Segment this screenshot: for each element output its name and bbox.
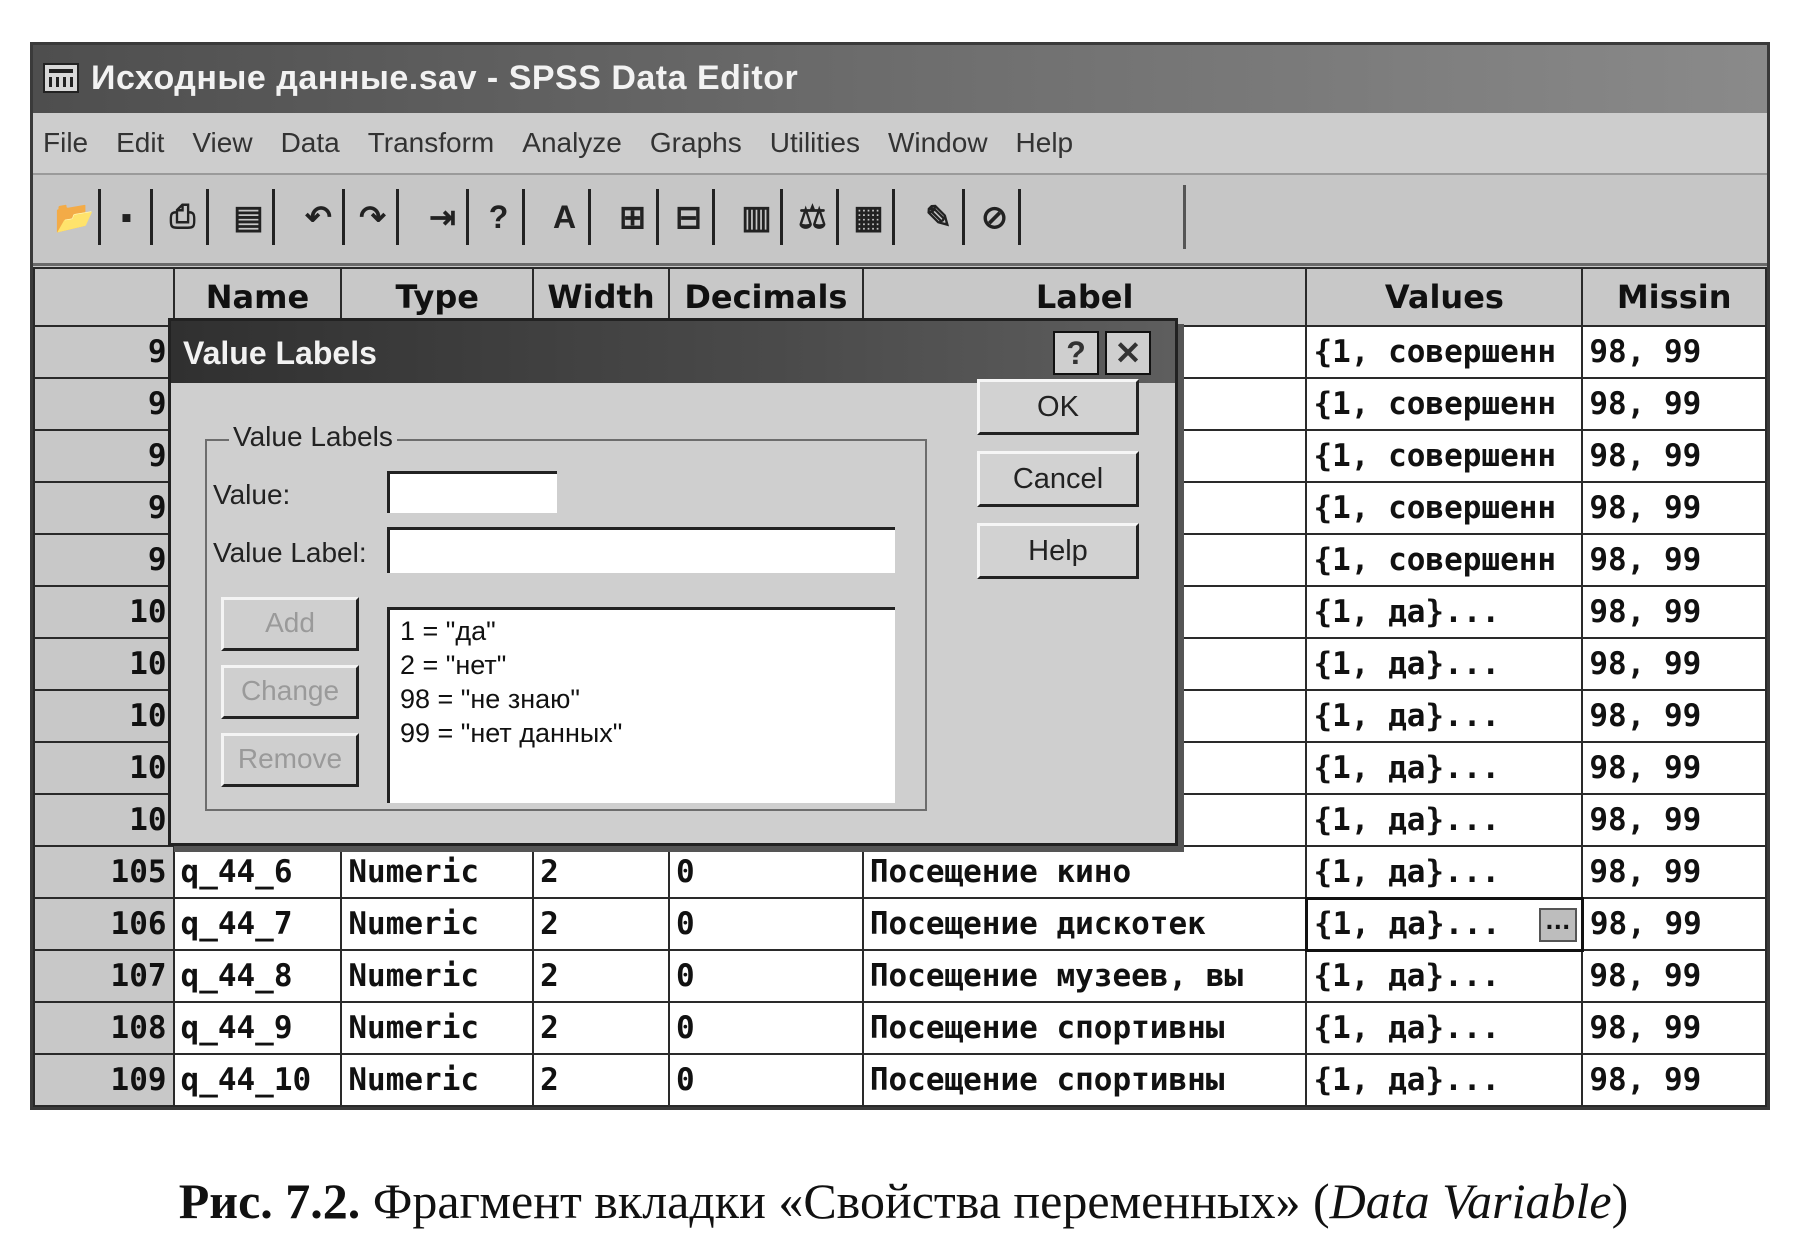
insert-variable-icon[interactable]: ⊟ bbox=[665, 189, 715, 245]
menu-window[interactable]: Window bbox=[887, 127, 988, 158]
caption-italic: Data Variable bbox=[1329, 1173, 1612, 1229]
values-text: {1, да}... bbox=[1313, 906, 1501, 942]
decimals-cell[interactable]: 0 bbox=[669, 1054, 863, 1106]
menu-graphs[interactable]: Graphs bbox=[649, 127, 742, 158]
column-header[interactable]: Width bbox=[533, 268, 669, 326]
column-header[interactable] bbox=[34, 268, 174, 326]
missing-cell[interactable]: 98, 99 bbox=[1582, 482, 1766, 534]
name-cell[interactable]: q_44_8 bbox=[174, 950, 342, 1002]
row-number[interactable]: 108 bbox=[34, 1002, 174, 1054]
undo-icon[interactable]: ↶ bbox=[295, 189, 345, 245]
value-input[interactable] bbox=[387, 471, 557, 513]
name-cell[interactable]: q_44_10 bbox=[174, 1054, 342, 1106]
value-label-field-label: Value Label: bbox=[213, 537, 367, 568]
missing-cell[interactable]: 98, 99 bbox=[1582, 690, 1766, 742]
table-row[interactable] bbox=[34, 846, 1766, 898]
row-number[interactable]: 10 bbox=[34, 638, 174, 690]
values-text: {1, совершенн bbox=[1313, 386, 1557, 422]
label-cell[interactable]: Посещение дискотек bbox=[863, 898, 1307, 950]
name-cell[interactable]: q_44_7 bbox=[174, 898, 342, 950]
value-labels-dialog bbox=[168, 318, 1178, 846]
find-icon[interactable]: A bbox=[541, 189, 591, 245]
column-header[interactable]: Decimals bbox=[669, 268, 863, 326]
column-header[interactable]: Label bbox=[863, 268, 1307, 326]
values-cell[interactable] bbox=[1306, 846, 1582, 898]
row-number[interactable]: 9 bbox=[34, 326, 174, 378]
values-cell[interactable] bbox=[1306, 586, 1582, 638]
values-text: {1, да}... bbox=[1313, 698, 1501, 734]
values-cell[interactable] bbox=[1306, 326, 1582, 378]
values-cell[interactable] bbox=[1306, 534, 1582, 586]
values-text: {1, совершенн bbox=[1313, 438, 1557, 474]
missing-cell[interactable]: 98, 99 bbox=[1582, 742, 1766, 794]
menu-data[interactable]: Data bbox=[280, 127, 340, 158]
values-text: {1, совершенн bbox=[1313, 334, 1557, 370]
dialog-recall-icon[interactable]: ▤ bbox=[225, 189, 275, 245]
print-icon[interactable]: ⎙ bbox=[159, 189, 209, 245]
list-item[interactable]: 99 = "нет данных" bbox=[400, 718, 623, 748]
save-icon[interactable]: ▪ bbox=[103, 189, 153, 245]
row-number[interactable]: 9 bbox=[34, 378, 174, 430]
remove-button[interactable]: Remove bbox=[221, 733, 359, 787]
decimals-cell[interactable]: 0 bbox=[669, 846, 863, 898]
value-labels-group bbox=[205, 421, 927, 811]
values-cell[interactable] bbox=[1306, 1054, 1582, 1106]
type-cell[interactable]: Numeric bbox=[341, 950, 533, 1002]
missing-cell[interactable]: 98, 99 bbox=[1582, 794, 1766, 846]
values-cell[interactable] bbox=[1306, 690, 1582, 742]
missing-cell[interactable]: 98, 99 bbox=[1582, 430, 1766, 482]
title-bar bbox=[33, 45, 1767, 113]
toolbar-separator bbox=[1183, 185, 1186, 249]
values-text: {1, да}... bbox=[1313, 958, 1501, 995]
values-text: {1, да}... bbox=[1313, 1062, 1501, 1098]
decimals-cell[interactable]: 0 bbox=[669, 1002, 863, 1054]
redo-icon[interactable]: ↷ bbox=[349, 189, 399, 245]
missing-cell[interactable]: 98, 99 bbox=[1582, 534, 1766, 586]
row-number[interactable]: 10 bbox=[34, 690, 174, 742]
table-row[interactable] bbox=[34, 950, 1766, 1002]
values-cell[interactable] bbox=[1306, 742, 1582, 794]
window-title: Исходные данные.sav - SPSS Data Editor bbox=[91, 59, 799, 97]
add-button[interactable]: Add bbox=[221, 597, 359, 651]
insert-case-icon[interactable]: ⊞ bbox=[609, 189, 659, 245]
menu-transform[interactable]: Transform bbox=[367, 127, 495, 158]
table-row[interactable] bbox=[34, 1054, 1766, 1106]
missing-cell[interactable]: 98, 99 bbox=[1582, 1054, 1766, 1106]
caption-text: Фрагмент вкладки «Свойства переменных» ( bbox=[360, 1173, 1330, 1229]
row-number[interactable]: 105 bbox=[34, 846, 174, 898]
width-cell[interactable]: 2 bbox=[533, 950, 669, 1002]
dialog-title: Value Labels bbox=[183, 335, 377, 371]
values-text: {1, да}... bbox=[1313, 1010, 1501, 1046]
value-labels-list[interactable] bbox=[387, 607, 895, 803]
weight-cases-icon[interactable]: ⚖ bbox=[789, 189, 839, 245]
label-cell[interactable]: Посещение спортивны bbox=[863, 1002, 1307, 1054]
help-question-icon[interactable]: ? bbox=[1053, 331, 1099, 375]
row-number[interactable]: 107 bbox=[34, 950, 174, 1002]
menu-utilities[interactable]: Utilities bbox=[769, 127, 860, 158]
values-cell[interactable] bbox=[1306, 950, 1582, 1002]
type-cell[interactable]: Numeric bbox=[341, 846, 533, 898]
values-text: {1, совершенн bbox=[1313, 542, 1557, 578]
split-file-icon[interactable]: ▥ bbox=[733, 189, 783, 245]
name-cell[interactable]: q_44_9 bbox=[174, 1002, 342, 1054]
label-cell[interactable]: Посещение музеев, вы bbox=[863, 950, 1307, 1002]
row-number[interactable]: 109 bbox=[34, 1054, 174, 1106]
spss-app-icon[interactable] bbox=[43, 63, 79, 93]
missing-cell[interactable]: 98, 99 bbox=[1582, 638, 1766, 690]
list-item[interactable]: 98 = "не знаю" bbox=[400, 684, 580, 714]
missing-cell[interactable]: 98, 99 bbox=[1582, 950, 1766, 1002]
value-field-label: Value: bbox=[213, 479, 291, 510]
width-cell[interactable]: 2 bbox=[533, 1002, 669, 1054]
label-cell[interactable]: Посещение спортивны bbox=[863, 1054, 1307, 1106]
label-cell[interactable]: Посещение кино bbox=[863, 846, 1307, 898]
help-button[interactable]: Help bbox=[977, 523, 1139, 579]
column-header[interactable]: Missin bbox=[1582, 268, 1766, 326]
values-text: {1, да}... bbox=[1313, 750, 1501, 786]
close-icon[interactable]: ✕ bbox=[1105, 331, 1151, 375]
column-header[interactable]: Name bbox=[174, 268, 342, 326]
values-text: {1, совершенн bbox=[1313, 490, 1557, 526]
list-item[interactable]: 2 = "нет" bbox=[400, 650, 507, 680]
values-cell[interactable] bbox=[1306, 638, 1582, 690]
values-cell[interactable] bbox=[1306, 378, 1582, 430]
list-item[interactable]: 1 = "да" bbox=[400, 616, 496, 646]
values-text: {1, да}... bbox=[1313, 594, 1501, 630]
values-text: {1, да}... bbox=[1313, 646, 1501, 682]
column-header[interactable]: Type bbox=[341, 268, 533, 326]
type-cell[interactable]: Numeric bbox=[341, 1054, 533, 1106]
row-number[interactable]: 9 bbox=[34, 482, 174, 534]
table-row[interactable] bbox=[34, 1002, 1766, 1054]
width-cell[interactable]: 2 bbox=[533, 1054, 669, 1106]
ok-button[interactable]: OK bbox=[977, 379, 1139, 435]
menu-file[interactable]: File bbox=[43, 127, 89, 158]
value-labels-icon[interactable]: ✎ bbox=[915, 189, 965, 245]
row-number[interactable]: 10 bbox=[34, 586, 174, 638]
column-header[interactable]: Values bbox=[1306, 268, 1582, 326]
goto-case-icon[interactable]: ⇥ bbox=[419, 189, 469, 245]
values-cell[interactable] bbox=[1306, 1002, 1582, 1054]
width-cell[interactable]: 2 bbox=[533, 898, 669, 950]
row-number[interactable]: 9 bbox=[34, 534, 174, 586]
menu-edit[interactable]: Edit bbox=[116, 127, 165, 158]
menu-help[interactable]: Help bbox=[1015, 127, 1074, 158]
dialog-title-bar bbox=[171, 321, 1175, 383]
values-cell[interactable] bbox=[1306, 482, 1582, 534]
open-file-icon[interactable]: 📂 bbox=[51, 189, 101, 245]
type-cell[interactable]: Numeric bbox=[341, 898, 533, 950]
group-title: Value Labels bbox=[229, 421, 397, 453]
menu-view[interactable]: View bbox=[192, 127, 253, 158]
value-label-input[interactable] bbox=[387, 527, 895, 573]
missing-cell[interactable]: 98, 99 bbox=[1582, 898, 1766, 950]
values-cell[interactable] bbox=[1306, 430, 1582, 482]
use-sets-icon[interactable]: ⊘ bbox=[971, 189, 1021, 245]
missing-cell[interactable]: 98, 99 bbox=[1582, 326, 1766, 378]
row-number[interactable]: 10 bbox=[34, 742, 174, 794]
caption-suffix: ) bbox=[1611, 1173, 1629, 1229]
row-number[interactable]: 9 bbox=[34, 430, 174, 482]
row-number[interactable]: 106 bbox=[34, 898, 174, 950]
menu-analyze[interactable]: Analyze bbox=[522, 127, 622, 158]
type-cell[interactable]: Numeric bbox=[341, 1002, 533, 1054]
missing-cell[interactable]: 98, 99 bbox=[1582, 378, 1766, 430]
caption-prefix: Рис. 7.2. bbox=[178, 1173, 361, 1229]
values-text: {1, да}... bbox=[1313, 802, 1501, 838]
decimals-cell[interactable]: 0 bbox=[669, 950, 863, 1002]
missing-cell[interactable]: 98, 99 bbox=[1582, 586, 1766, 638]
missing-cell[interactable]: 98, 99 bbox=[1582, 1002, 1766, 1054]
row-number[interactable]: 10 bbox=[34, 794, 174, 846]
values-cell[interactable] bbox=[1306, 794, 1582, 846]
cancel-button[interactable]: Cancel bbox=[977, 451, 1139, 507]
values-cell[interactable] bbox=[1306, 898, 1582, 950]
decimals-cell[interactable]: 0 bbox=[669, 898, 863, 950]
name-cell[interactable]: q_44_6 bbox=[174, 846, 342, 898]
figure-caption bbox=[0, 1172, 1807, 1230]
menu-bar bbox=[33, 113, 1767, 175]
toolbar bbox=[33, 175, 1767, 266]
table-row[interactable] bbox=[34, 898, 1766, 950]
width-cell[interactable]: 2 bbox=[533, 846, 669, 898]
values-ellipsis-button[interactable]: ... bbox=[1539, 908, 1577, 942]
variables-icon[interactable]: ? bbox=[475, 189, 525, 245]
missing-cell[interactable]: 98, 99 bbox=[1582, 846, 1766, 898]
change-button[interactable]: Change bbox=[221, 665, 359, 719]
values-text: {1, да}... bbox=[1313, 853, 1501, 890]
select-cases-icon[interactable]: ▦ bbox=[845, 189, 895, 245]
